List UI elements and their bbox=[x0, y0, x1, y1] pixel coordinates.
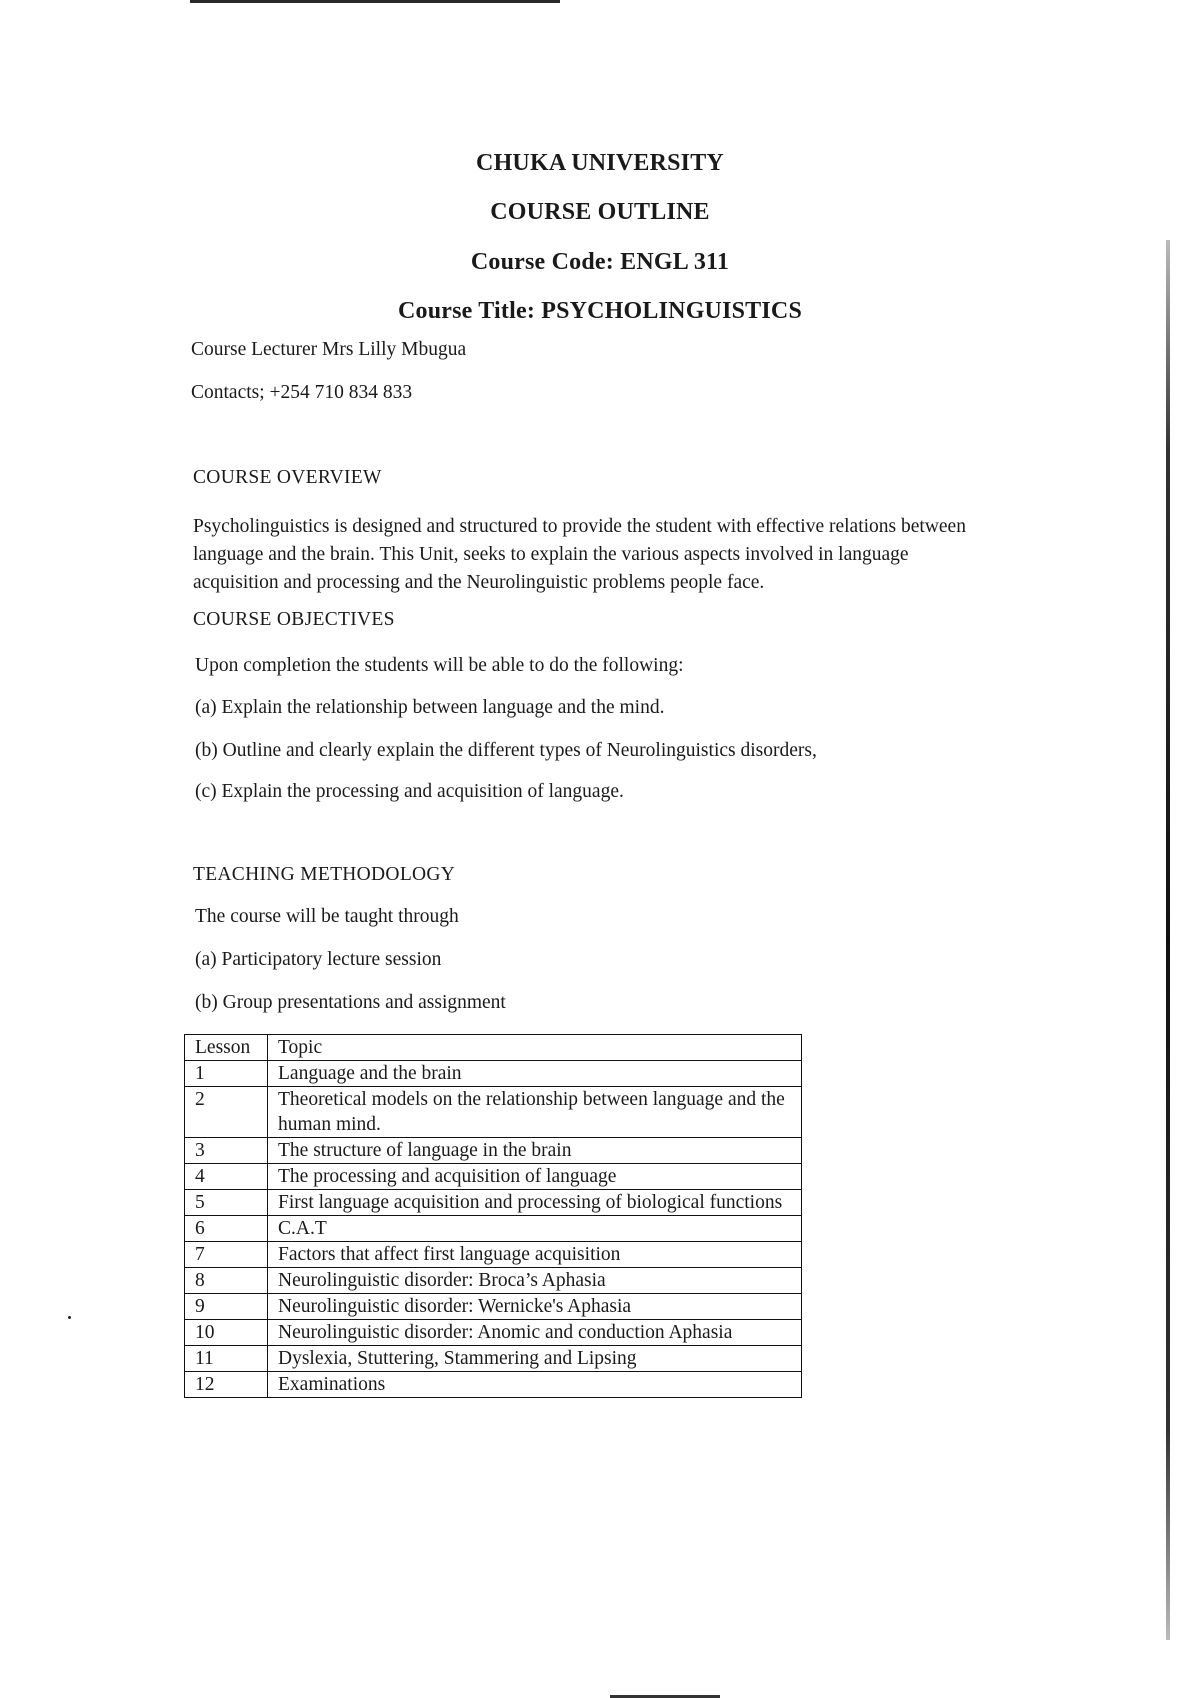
lesson-topic: Examinations bbox=[268, 1372, 802, 1398]
lesson-topic: Neurolinguistic disorder: Broca’s Aphasia bbox=[268, 1268, 802, 1294]
teaching-method-item: (b) Group presentations and assignment bbox=[195, 992, 506, 1013]
objective-item: (b) Outline and clearly explain the different types of Neurolinguistics disorders, bbox=[195, 740, 817, 761]
lesson-topic: Theoretical models on the relationship between language and the human mind. bbox=[268, 1087, 802, 1138]
lesson-topic: Factors that affect first language acquisition bbox=[268, 1242, 802, 1268]
objective-item: (a) Explain the relationship between language and the mind. bbox=[195, 697, 665, 718]
lesson-topic: Dyslexia, Stuttering, Stammering and Lipsing bbox=[268, 1346, 802, 1372]
lesson-number: 12 bbox=[185, 1372, 268, 1398]
lesson-topic: First language acquisition and processing of biological functions bbox=[268, 1190, 802, 1216]
table-row bbox=[185, 1216, 802, 1242]
table-header-topic: Topic bbox=[268, 1035, 802, 1061]
teaching-heading: TEACHING METHODOLOGY bbox=[193, 864, 456, 885]
objective-item: (c) Explain the processing and acquisition of language. bbox=[195, 781, 624, 802]
lesson-number: 9 bbox=[185, 1294, 268, 1320]
teaching-intro: The course will be taught through bbox=[195, 906, 459, 927]
lesson-schedule-table bbox=[184, 1034, 802, 1398]
table-row bbox=[185, 1294, 802, 1320]
lesson-topic: Neurolinguistic disorder: Anomic and conduction Aphasia bbox=[268, 1320, 802, 1346]
lesson-number: 7 bbox=[185, 1242, 268, 1268]
table-row bbox=[185, 1346, 802, 1372]
university-name: CHUKA UNIVERSITY bbox=[476, 150, 724, 176]
lesson-number: 5 bbox=[185, 1190, 268, 1216]
table-row bbox=[185, 1061, 802, 1087]
table-row bbox=[185, 1087, 802, 1138]
lesson-topic: Neurolinguistic disorder: Wernicke's Aphasia bbox=[268, 1294, 802, 1320]
lesson-number: 2 bbox=[185, 1087, 268, 1138]
table-header-row bbox=[185, 1035, 802, 1061]
course-lecturer: Course Lecturer Mrs Lilly Mbugua bbox=[191, 339, 467, 360]
lesson-topic: Language and the brain bbox=[268, 1061, 802, 1087]
table-row bbox=[185, 1138, 802, 1164]
table-row bbox=[185, 1372, 802, 1398]
table-row bbox=[185, 1268, 802, 1294]
course-code: Course Code: ENGL 311 bbox=[470, 249, 730, 275]
lesson-number: 11 bbox=[185, 1346, 268, 1372]
table-header-lesson: Lesson bbox=[185, 1035, 268, 1061]
course-title: Course Title: PSYCHOLINGUISTICS bbox=[397, 298, 803, 324]
table-row bbox=[185, 1242, 802, 1268]
objectives-intro: Upon completion the students will be able to do the following: bbox=[195, 655, 684, 676]
lesson-number: 6 bbox=[185, 1216, 268, 1242]
lesson-number: 1 bbox=[185, 1061, 268, 1087]
table-row bbox=[185, 1164, 802, 1190]
lesson-number: 3 bbox=[185, 1138, 268, 1164]
lesson-number: 4 bbox=[185, 1164, 268, 1190]
lesson-topic: C.A.T bbox=[268, 1216, 802, 1242]
document-type-heading: COURSE OUTLINE bbox=[490, 199, 710, 225]
overview-paragraph: Psycholinguistics is designed and structured to provide the student with effective relations between language and the brain. This Unit, seeks to explain the various aspects involved in language acquisition and processing and the Neurolinguistic problems people face. bbox=[193, 516, 966, 593]
overview-heading: COURSE OVERVIEW bbox=[193, 467, 382, 488]
lesson-number: 8 bbox=[185, 1268, 268, 1294]
lesson-topic: The processing and acquisition of language bbox=[268, 1164, 802, 1190]
table-row bbox=[185, 1190, 802, 1216]
lecturer-contacts: Contacts; +254 710 834 833 bbox=[191, 382, 413, 403]
lesson-number: 10 bbox=[185, 1320, 268, 1346]
lesson-topic: The structure of language in the brain bbox=[268, 1138, 802, 1164]
table-row bbox=[185, 1320, 802, 1346]
teaching-method-item: (a) Participatory lecture session bbox=[195, 949, 442, 970]
objectives-heading: COURSE OBJECTIVES bbox=[193, 609, 395, 630]
